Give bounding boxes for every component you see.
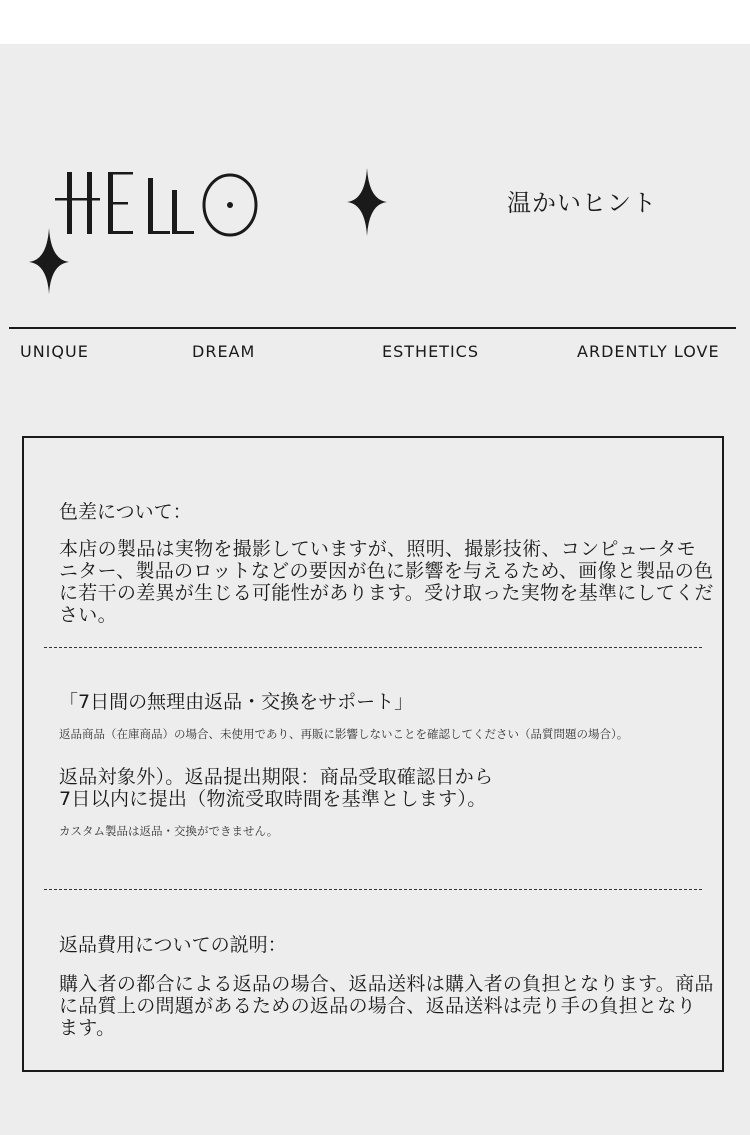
returns-section-title: 「7日間の無理由返品・交換をサポート」 — [59, 691, 414, 713]
tagline-ardently-love: ARDENTLY LOVE — [577, 342, 720, 361]
returns-section-note: 返品商品（在庫商品）の場合、未使用であり、再販に影響しないことを確認してください（品質問題の場合）。 — [59, 727, 629, 741]
header-divider — [9, 327, 736, 329]
tagline-esthetics: ESTHETICS — [382, 342, 479, 361]
page-subtitle: 温かいヒント — [507, 189, 657, 217]
tagline-dream: DREAM — [192, 342, 256, 361]
notice-box — [22, 436, 724, 1072]
color-section-title: 色差について： — [59, 501, 192, 523]
returns-body-line2: 7日以内に提出（物流受取時間を基準とします）。 — [59, 788, 487, 810]
fees-section-title: 返品費用についての説明： — [59, 934, 287, 956]
color-section-body: 本店の製品は実物を撮影していますが、照明、撮影技術、コンピュータモニター、製品のロットなどの要因が色に影響を与えるため、画像と製品の色に若干の差異が生じる可能性があります。受け取った実物を基準にしてください。 — [59, 538, 714, 626]
custom-products-note: カスタム製品は返品・交換ができません。 — [59, 824, 279, 838]
returns-body-line1: 返品対象外）。返品提出期限：商品受取確認日から — [59, 766, 494, 788]
tagline-unique: UNIQUE — [20, 342, 89, 361]
section-divider — [44, 647, 702, 648]
section-divider — [44, 889, 702, 890]
hello-logo — [25, 160, 395, 300]
fees-section-body: 購入者の都合による返品の場合、返品送料は購入者の負担となります。商品に品質上の問題があるための返品の場合、返品送料は売り手の負担となります。 — [59, 973, 714, 1039]
